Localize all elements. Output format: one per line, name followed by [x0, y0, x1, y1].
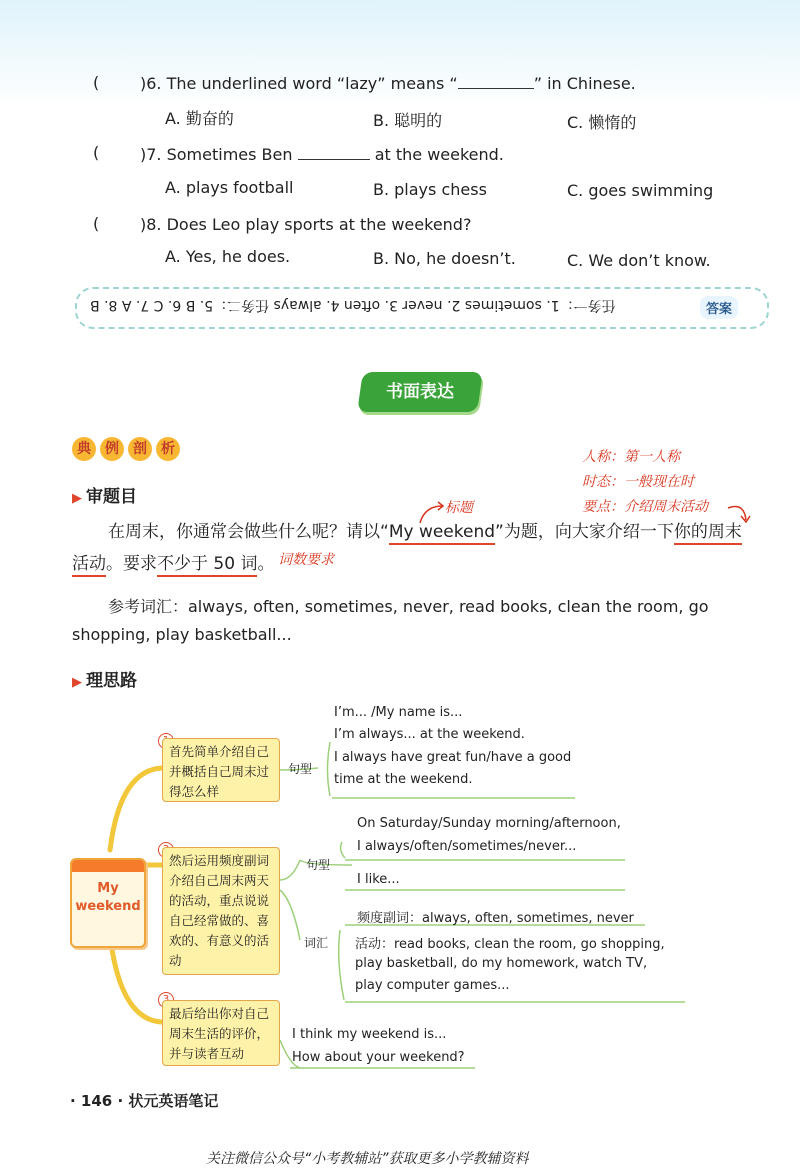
triangle-icon: ▶: [72, 491, 82, 506]
answer-label: 答案: [700, 296, 738, 319]
typical-char: 剖: [128, 437, 152, 461]
typical-char: 典: [72, 437, 96, 461]
vocab-line-2: shopping, play basketball...: [72, 625, 292, 644]
annotation-points: 要点：介绍周末活动: [582, 499, 708, 515]
mindmap-center-label: My weekend: [75, 881, 141, 914]
prompt-line-2: 活动。要求不少于 50 词。: [72, 549, 274, 574]
q7-text: )7. Sometimes Ben at the weekend.: [140, 145, 504, 164]
mindmap-step-1: 首先简单介绍自己并概括自己周末过得怎么样: [162, 738, 280, 802]
typical-char: 例: [100, 437, 124, 461]
annotation-tense: 时态：一般现在时: [582, 474, 694, 490]
pattern-2-line-2: I always/often/sometimes/never...: [357, 839, 577, 854]
q8-option-a: A. Yes, he does.: [165, 247, 291, 266]
q8-text: )8. Does Leo play sports at the weekend?: [140, 215, 472, 234]
vocab-line-1: 参考词汇：always, often, sometimes, never, read books, clean the room, go: [108, 597, 709, 616]
pattern-3: I like...: [357, 872, 400, 887]
ending-line-2: How about your weekend?: [292, 1050, 465, 1065]
page-number: · 146 · 状元英语笔记: [70, 1092, 219, 1110]
section-title: [357, 372, 483, 412]
q6-option-a: A. 勤奋的: [165, 109, 234, 128]
label-pattern-2: 句型: [306, 858, 331, 872]
q7-option-a: A. plays football: [165, 178, 294, 197]
pattern-1-line-3: I always have great fun/have a good: [334, 750, 572, 765]
typical-example-header: [72, 437, 180, 461]
mindmap-step-2: 然后运用频度副词介绍自己周末两天的活动，重点说说自己经常做的、喜欢的、有意义的活动: [162, 847, 280, 975]
q8-option-b: B. No, he doesn’t.: [373, 249, 516, 268]
mindmap-step-3: 最后给出你对自己周末生活的评价，并与读者互动: [162, 1000, 280, 1066]
q7-option-c: C. goes swimming: [567, 181, 714, 200]
ending-line-1: I think my weekend is...: [292, 1027, 447, 1042]
q6-text: )6. The underlined word “lazy” means “ ” in Chinese.: [140, 74, 636, 93]
triangle-icon: ▶: [72, 675, 82, 690]
q8-option-c: C. We don’t know.: [567, 251, 711, 270]
annotation-person: 人称：第一人称: [582, 449, 680, 465]
q6-paren: (: [93, 73, 100, 92]
vocab-activity-line-2: play basketball, do my homework, watch TV,: [355, 956, 648, 971]
annotation-title: 标题: [445, 500, 473, 516]
vocab-activity-line-3: play computer games...: [355, 978, 510, 993]
section-title-text: 书面表达: [386, 382, 454, 402]
label-vocab: 词汇: [304, 936, 329, 950]
answer-text: 任务一：1. sometimes 2. never 3. often 4. always 任务二：5. B 6. C 7. A 8. B: [90, 297, 616, 313]
q6-option-b: B. 聪明的: [373, 111, 443, 130]
think-heading: ▶ 理思路: [72, 671, 137, 691]
annotation-word-requirement: 词数要求: [278, 552, 334, 568]
typical-char: 析: [156, 437, 180, 461]
mindmap-center: [70, 858, 146, 948]
review-heading: ▶ 审题目: [72, 487, 137, 507]
pattern-1-line-2: I’m always... at the weekend.: [334, 727, 525, 742]
vocab-activity-line-1: 活动：read books, clean the room, go shopping,: [355, 937, 665, 952]
q6-option-c: C. 懒惰的: [567, 113, 637, 132]
footer-note: 关注微信公众号“小考教辅站”获取更多小学教辅资料: [206, 1151, 529, 1167]
pattern-1-line-1: I’m... /My name is...: [334, 705, 463, 720]
pattern-2-line-1: On Saturday/Sunday morning/afternoon,: [357, 816, 621, 831]
q8-paren: (: [93, 214, 100, 233]
q7-option-b: B. plays chess: [373, 180, 487, 199]
notebook-binding-icon: [72, 860, 144, 872]
pattern-1-line-4: time at the weekend.: [334, 772, 473, 787]
vocab-frequency: 频度副词：always, often, sometimes, never: [357, 911, 634, 926]
prompt-line-1: 在周末，你通常会做些什么呢？请以“My weekend”为题，向大家介绍一下你的周末: [108, 517, 742, 542]
label-pattern-1: 句型: [288, 762, 313, 776]
q7-paren: (: [93, 143, 100, 162]
